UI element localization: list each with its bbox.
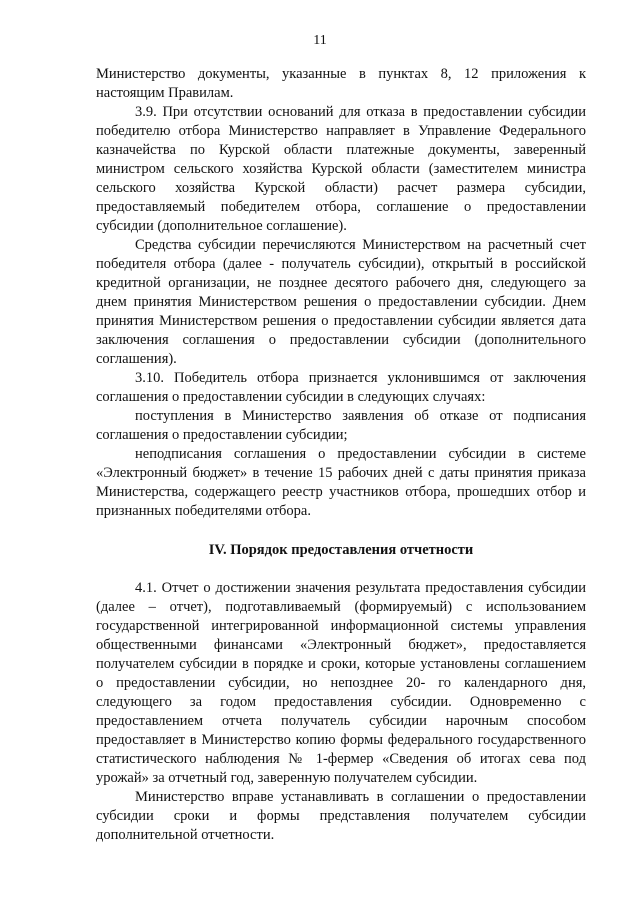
paragraph: Средства субсидии перечисляются Министерством на расчетный счет победителя отбора (далее - получатель субсидии), открытый в российской кредитной организации, не позднее десятого рабочего дня, следующего за днем принятия Министерством решения о предоставлении субсидии. Днем принятия Министерством решения о предоставлении субсидии является дата заключения соглашения о предоставлении субсидии (дополнительного соглашения). [96, 237, 586, 367]
page-number: 11 [313, 33, 327, 48]
section-heading: IV. Порядок предоставления отчетности [208, 542, 474, 558]
paragraph-3-10: 3.10. Победитель отбора признается уклонившимся от заключения соглашения о предоставлении субсидии в следующих случаях: [96, 370, 586, 405]
paragraph: Министерство документы, указанные в пунктах 8, 12 приложения к настоящим Правилам. [96, 66, 586, 101]
paragraph-4-1: 4.1. Отчет о достижении значения результата предоставления субсидии (далее – отчет), подготавливаемый (формируемый) с использованием государственной интегрированной информационной системы управления общественными финансами «Электронный бюджет», предоставляется получателем субсидии в порядке и сроки, которые установлены соглашением о предоставлении субсидии, но непозднее 20- го календарного дня, следующего за годом предоставления субсидии. Одновременно с предоставлением отчета получатель субсидии нарочным способом предоставляет в Министерство копию формы федерального государственного статистического наблюдения № 1-фермер «Сведения об итогах сева под урожай» за отчетный год, заверенную получателем субсидии. [96, 580, 586, 786]
paragraph-3-9: 3.9. При отсутствии оснований для отказа в предоставлении субсидии победителю отбора Министерство направляет в Управление Федерального казначейства по Курской области платежные документы, заверенный министром сельского хозяйства Курской области (заместителем министра сельского хозяйства Курской области) расчет размера субсидии, предоставляемый победителем отбора, соглашение о предоставлении субсидии (дополнительное соглашение). [96, 104, 586, 234]
paragraph: поступления в Министерство заявления об отказе от подписания соглашения о предоставлении субсидии; [96, 408, 586, 443]
paragraph: неподписания соглашения о предоставлении субсидии в системе «Электронный бюджет» в течение 15 рабочих дней с даты принятия приказа Министерства, содержащего реестр участников отбора, прошедших отбор и признанных победителями отбора. [96, 446, 586, 519]
paragraph: Министерство вправе устанавливать в соглашении о предоставлении субсидии сроки и формы представления получателем субсидии дополнительной отчетности. [96, 789, 586, 843]
page-body [96, 65, 586, 845]
